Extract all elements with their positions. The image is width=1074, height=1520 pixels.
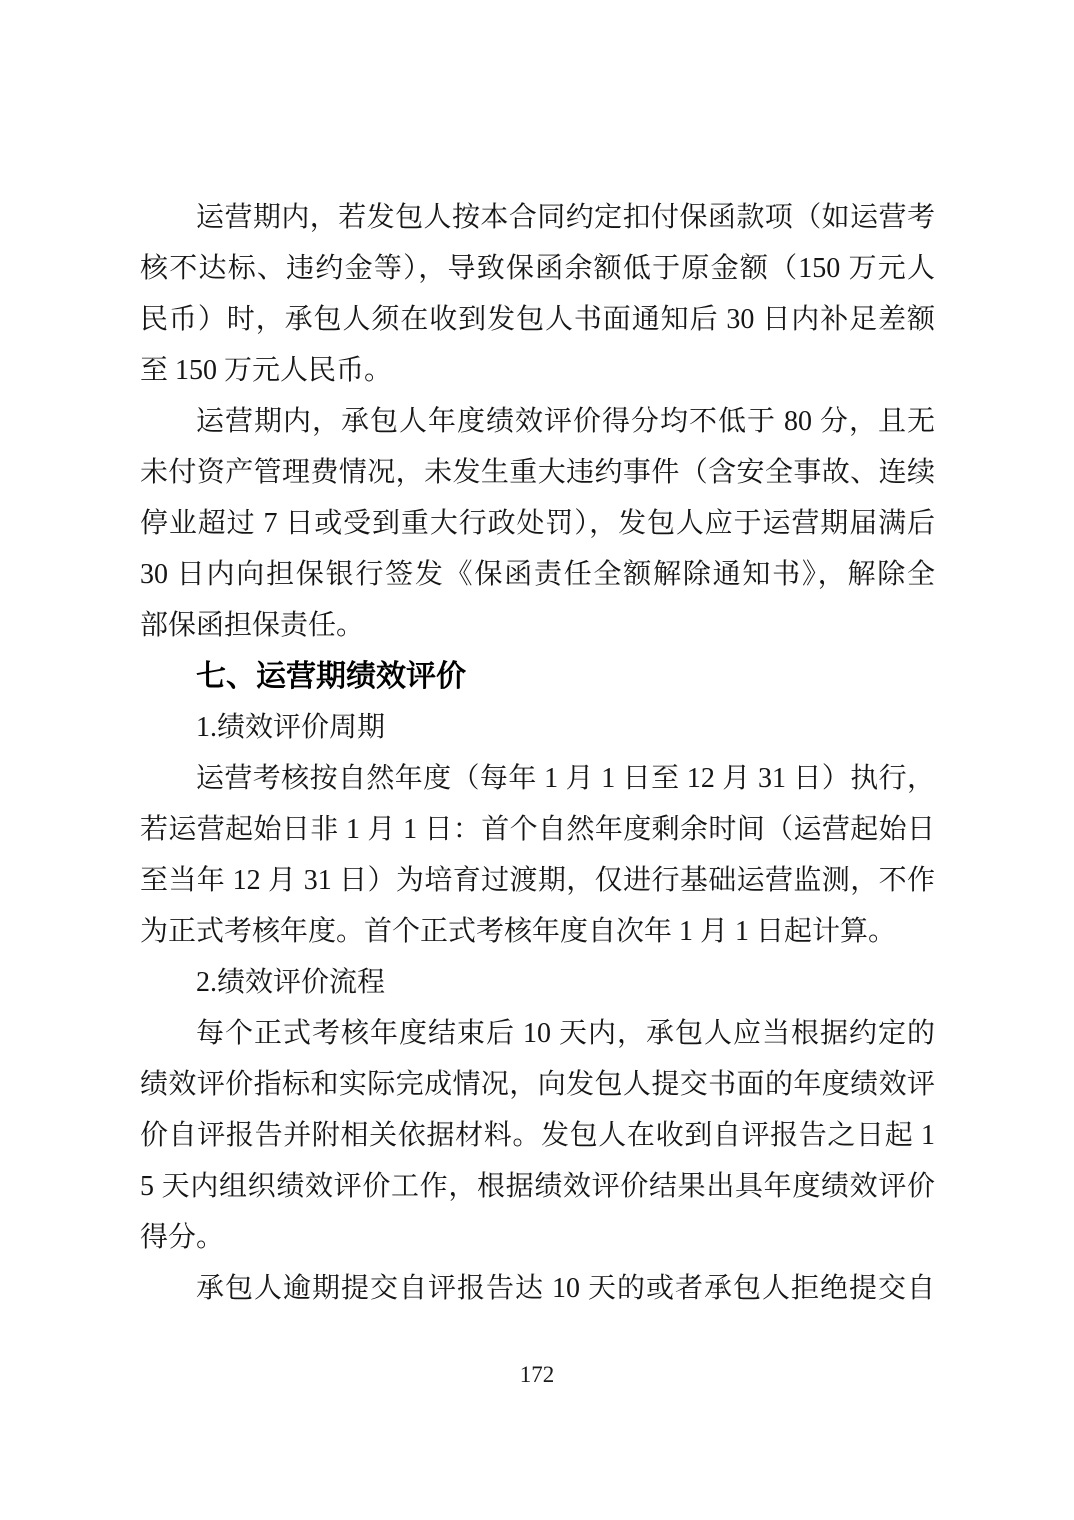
document-body [140, 192, 935, 1314]
body-text-line: 核不达标、违约金等），导致保函余额低于原金额（150 万元人 [140, 253, 935, 284]
body-text-line: 停业超过 7 日或受到重大行政处罚），发包人应于运营期届满后 [140, 508, 935, 539]
body-text-line: 未付资产管理费情况，未发生重大违约事件（含安全事故、连续 [140, 457, 935, 488]
body-text-line: 每个正式考核年度结束后 10 天内，承包人应当根据约定的 [196, 1018, 935, 1049]
body-text-line: 运营期内，承包人年度绩效评价得分均不低于 80 分，且无 [196, 406, 935, 437]
body-text-line: 至当年 12 月 31 日）为培育过渡期，仅进行基础运营监测，不作 [140, 865, 935, 896]
body-text-line: 30 日内向担保银行签发《保函责任全额解除通知书》，解除全 [140, 559, 935, 590]
body-text-line: 价自评报告并附相关依据材料。发包人在收到自评报告之日起 1 [140, 1120, 935, 1151]
body-text-line: 得分。 [140, 1222, 225, 1253]
body-text-line: 2.绩效评价流程 [196, 967, 386, 998]
body-text-line: 至 150 万元人民币。 [140, 355, 393, 386]
body-text-line: 为正式考核年度。首个正式考核年度自次年 1 月 1 日起计算。 [140, 916, 897, 947]
page-footer [0, 1360, 1074, 1390]
section-heading-line: 七、运营期绩效评价 [196, 660, 466, 693]
body-text-line: 部保函担保责任。 [140, 610, 365, 641]
body-text-line: 民币）时，承包人须在收到发包人书面通知后 30 日内补足差额 [140, 304, 935, 335]
body-text-line: 承包人逾期提交自评报告达 10 天的或者承包人拒绝提交自 [196, 1273, 935, 1304]
body-text-line: 绩效评价指标和实际完成情况，向发包人提交书面的年度绩效评 [140, 1069, 935, 1100]
body-text-line: 运营期内，若发包人按本合同约定扣付保函款项（如运营考 [196, 202, 935, 233]
body-text-line: 运营考核按自然年度（每年 1 月 1 日至 12 月 31 日）执行， [196, 763, 935, 794]
body-text-line: 1.绩效评价周期 [196, 712, 386, 743]
body-text-line: 若运营起始日非 1 月 1 日：首个自然年度剩余时间（运营起始日 [140, 814, 935, 845]
page-number: 172 [519, 1362, 555, 1387]
body-text-line: 5 天内组织绩效评价工作，根据绩效评价结果出具年度绩效评价 [140, 1171, 935, 1202]
